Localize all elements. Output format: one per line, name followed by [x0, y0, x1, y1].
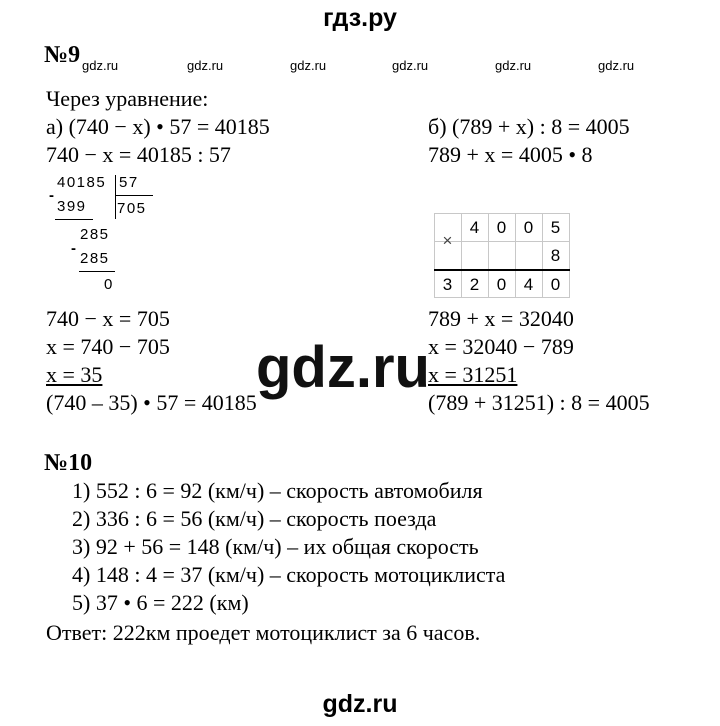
small-watermark-3: gdz.ru [290, 58, 327, 73]
task-10-answer: Ответ: 222км проедет мотоциклист за 6 часов. [46, 620, 481, 645]
mult-row1-digit-4: 5 [550, 217, 561, 237]
left-check: (740 – 35) • 57 = 40185 [46, 390, 257, 415]
mult-row2-digit: 8 [550, 245, 561, 265]
left-equation-4: x = 740 − 705 [46, 334, 170, 359]
task-10-step-5: 5) 37 • 6 = 222 (км) [72, 590, 249, 615]
small-watermark-6: gdz.ru [598, 58, 635, 73]
site-title: гдз.ру [323, 4, 397, 32]
task-10-step-2: 2) 336 : 6 = 56 (км/ч) – скорость поезда [72, 506, 437, 531]
task-10-step-4: 4) 148 : 4 = 37 (км/ч) – скорость мотоциклиста [72, 562, 506, 587]
division-dividend: 40185 [57, 174, 107, 191]
division-remainder-1: 285 [80, 226, 110, 243]
left-equation-1: а) (740 − x) • 57 = 40185 [46, 114, 270, 139]
division-line-1 [55, 219, 93, 220]
right-equation-4: x = 32040 − 789 [428, 334, 574, 359]
right-equation-3: 789 + x = 32040 [428, 306, 574, 331]
mult-result-digit-4: 4 [523, 274, 534, 294]
right-answer: x = 31251 [428, 362, 518, 387]
left-equation-3: 740 − x = 705 [46, 306, 170, 331]
task-10-step-3: 3) 92 + 56 = 148 (км/ч) – их общая скорость [72, 534, 479, 559]
division-quotient: 705 [117, 200, 147, 217]
right-equation-2: 789 + x = 4005 • 8 [428, 142, 593, 167]
division-final: 0 [104, 276, 114, 293]
small-watermark-2: gdz.ru [187, 58, 224, 73]
left-answer: x = 35 [46, 362, 103, 387]
division-step-2: 285 [80, 250, 110, 267]
division-step-1: 399 [57, 198, 87, 215]
task-10-step-1: 1) 552 : 6 = 92 (км/ч) – скорость автомобиля [72, 478, 483, 503]
mult-row1-digit-1: 4 [469, 217, 480, 237]
mult-result-digit-2: 2 [469, 274, 480, 294]
mult-row1-digit-2: 0 [496, 217, 507, 237]
division-minus-1: - [49, 187, 56, 204]
division-vertical-line [115, 175, 116, 219]
small-watermark-1: gdz.ru [82, 58, 119, 73]
division-divisor-line [115, 195, 153, 196]
division-line-2 [79, 271, 115, 272]
mult-result-digit-1: 3 [442, 274, 453, 294]
small-watermark-5: gdz.ru [495, 58, 532, 73]
division-minus-2: - [71, 240, 78, 257]
left-equation-2: 740 − x = 40185 : 57 [46, 142, 231, 167]
small-watermark-4: gdz.ru [392, 58, 429, 73]
task-9-number: №9 [44, 42, 81, 68]
site-footer: gdz.ru [322, 690, 398, 718]
multiplication-sign: × [442, 230, 453, 250]
task-9-intro: Через уравнение: [46, 86, 209, 111]
task-10-number: №10 [44, 450, 93, 476]
watermark-logo: gdz.ru [256, 335, 430, 400]
mult-result-digit-5: 0 [550, 274, 561, 294]
right-equation-1: б) (789 + x) : 8 = 4005 [428, 114, 630, 139]
right-check: (789 + 31251) : 8 = 4005 [428, 390, 650, 415]
mult-result-digit-3: 0 [496, 274, 507, 294]
division-divisor: 57 [119, 174, 139, 191]
mult-row1-digit-3: 0 [523, 217, 534, 237]
